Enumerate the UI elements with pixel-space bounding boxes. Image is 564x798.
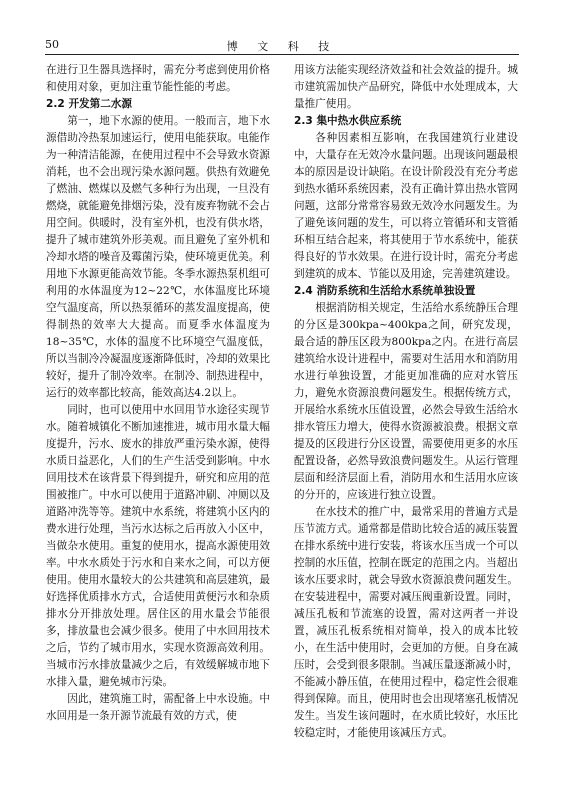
paragraph: 用该方法能实现经济效益和社会效益的提升。城市建筑需加快产品研究，降低中水处理成本，大量推广使用。 <box>294 64 518 110</box>
paragraph: 因此，建筑施工时，需配备上中水设施。中水回用是一条开源节流最有效的方式，使 <box>46 693 270 722</box>
journal-title: 博 文 科 技 <box>226 40 338 53</box>
page-number: 50 <box>45 38 59 51</box>
paragraph: 在进行卫生器具选择时，需充分考虑到使用价格和使用对象，更加注重节能性能的考虑。 <box>46 64 270 93</box>
running-header <box>45 36 519 55</box>
section-heading-2-3: 2.3 集中热水供应系统 <box>294 115 402 127</box>
paragraph: 根据消防相关规定，生活给水系统静压合理的分区是300kpa~400kpa之间，研究发现，最合适的静压区段为800kpa之内。在进行高层建筑给水设计进程中，需要对生活用水和消防用水进行单独设置，才能更加准确的应对水管压力，避免水资源浪费问题发生。根据传统方式，开展给水系统水压值设置，必然会导致生活给水排水管压力增大，使得水资源被浪费。根据文章提及的区段进行分区设置，需要使用更多的水压配置设备，必然导致浪费问题发生。从运行管理层面和经济层面上看，消防用水和生活用水应该的分开的，应该进行独立设置。 <box>294 302 518 501</box>
paragraph: 第一，地下水源的使用。一般而言，地下水源借助冷热泵加速运行，使用电能获取。电能作为一种清洁能源，在使用过程中不会导致水资源消耗，也不会出现污染水源问题。供热有效避免了燃油、燃煤以及燃气多种行为出现，一旦没有燃烧，就能避免排烟污染，没有废弃物就不会占用空间。供暖时，没有室外机，也没有供水塔，提升了城市建筑外形美观。而且避免了室外机和冷却水塔的噪音及霉菌污染，使环境更优美。利用地下水源更能高效节能。冬季水源热泵机组可利用的水体温度为12~22℃，水体温度比环境空气温度高，所以热泵循环的蒸发温度提高，使得制热的效率大大提高。而夏季水体温度为18~35℃，水体的温度不比环境空气温度低，所以当制冷冷凝温度逐渐降低时，冷却的效果比较好，提升了制冷效率。在制冷、制热进程中，运行的效率都比较高，能效高达4.2以上。 <box>46 115 270 399</box>
paragraph: 同时，也可以使用中水回用节水途径实现节水。随着城镇化不断加速推进，城市用水量大幅度提升，污水、废水的排放严重污染水源，使得水质日益恶化，人们的生产生活受到影响。中水回用技术在该背景下得到提升，研究和应用的范围被推广。中水可以使用于道路冲刷、冲厕以及道路冲洗等等。建筑中水系统，将建筑小区内的费水进行处理，当污水达标之后再放入小区中，当做杂水使用。重复的使用水，提高水源使用效率。中水水质处于污水和自来水之间，可以方便使用。使用水量较大的公共建筑和高层建筑，最好选择优质排水方式，合适使用黄便污水和杂质排水分开排放处理。居住区的用水量会节能很多，排放量也会减少很多。使用了中水回用技术之后，节约了城市用水，实现水资源高效利用。当城市污水排放量减少之后，有效缓解城市地下水排入量，避免城市污染。 <box>46 404 270 688</box>
left-column <box>46 62 270 786</box>
section-heading-2-4: 2.4 消防系统和生活给水系统单独设置 <box>294 285 476 297</box>
paragraph: 各种因素相互影响，在我国建筑行业建设中，大量存在无效冷水量问题。出现该问题最根本的原因是设计缺陷。在设计阶段没有充分考虑到热水循环系统因素，没有正确计算出热水管网问题，这部分常常容易致无效冷水问题发生。为了避免该问题的发生，可以将立管循环和支管循环相互结合起来，将其使用于节水系统中，能获得良好的节水效果。在进行设计时，需充分考虑到建筑的成本、节能以及用途，完善建筑建设。 <box>294 132 518 280</box>
right-column <box>294 62 518 786</box>
section-heading-2-2: 2.2 开发第二水源 <box>46 98 133 110</box>
paragraph: 在水技术的推广中，最常采用的普遍方式是压节流方式。通常都是借助比较合适的减压装置在排水系统中进行安装，将该水压当成一个可以控制的水压值，控制在既定的范围之内。当超出该水压要求时，就会导致水资源浪费问题发生。在安装进程中，需要对减压阀重新设置。同时，减压孔板和节流塞的设置，需对这两者一并设置，减压孔板系统相对简单，投入的成本比较小，在生活中使用时，会更加的方便。自身在减压时，会受到很多限制。当减压量逐渐减小时，不能减小静压值，在使用过程中，稳定性会很难得到保障。而且，使用时也会出现堵塞孔板情况发生。当发生该问题时，在水质比较好，水压比较稳定时，才能使用该减压方式。 <box>294 506 518 739</box>
